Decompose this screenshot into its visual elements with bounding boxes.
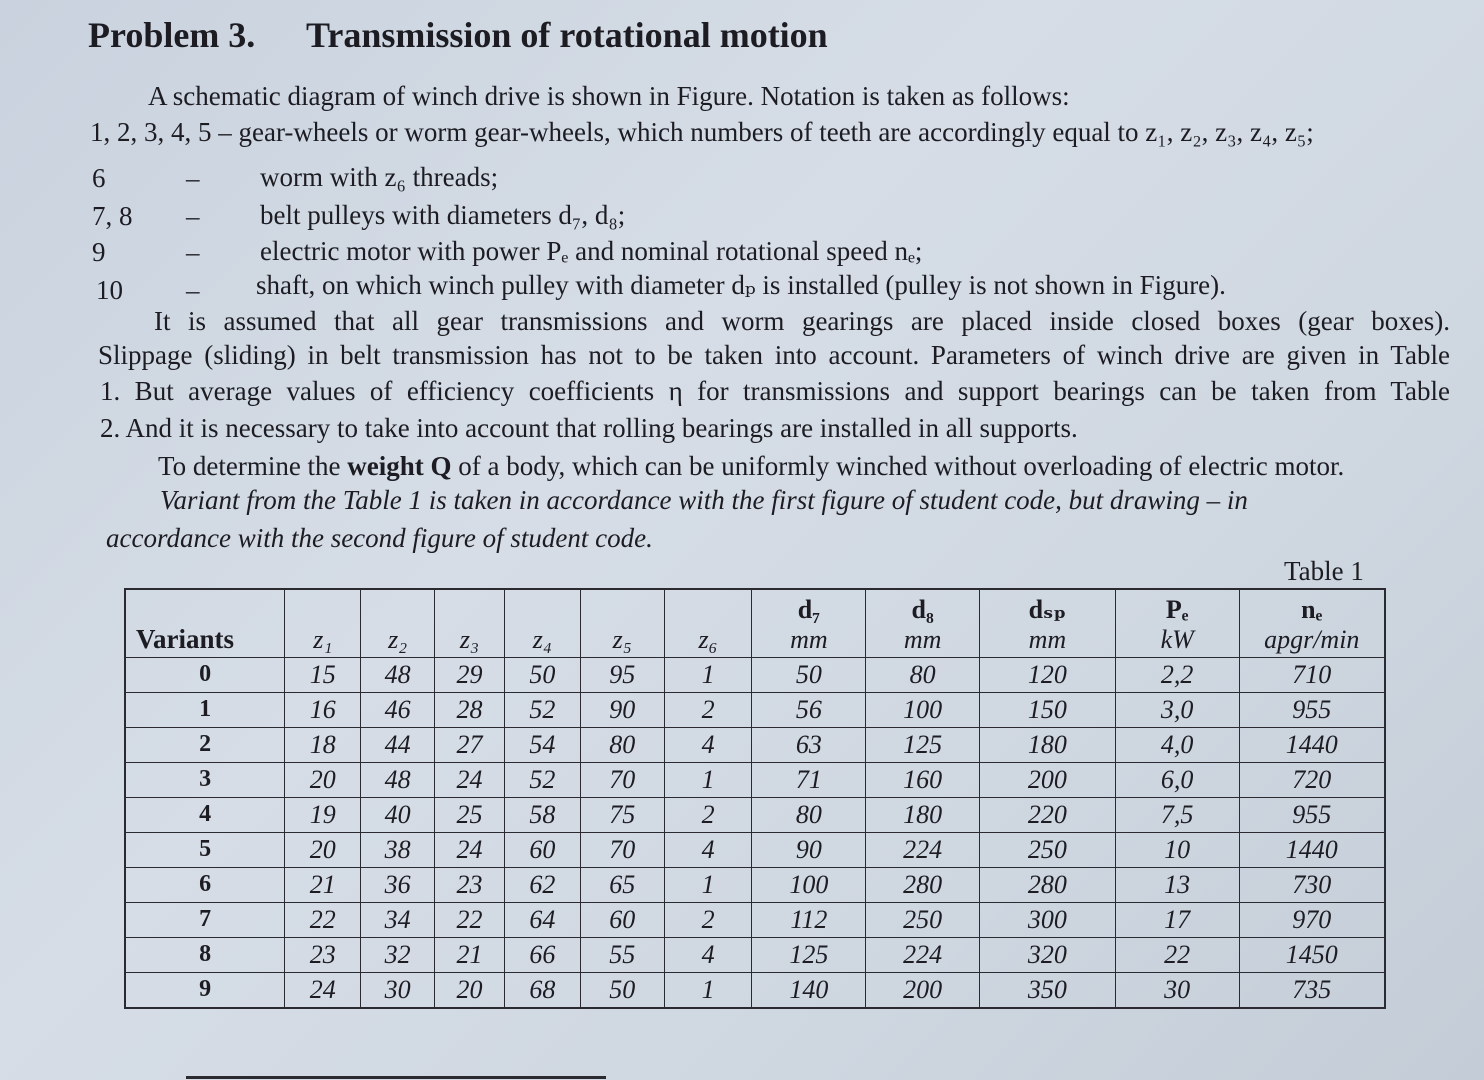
table-cell: 65	[580, 867, 664, 902]
problem-number: Problem 3.	[88, 15, 256, 55]
table-cell: 150	[980, 692, 1116, 727]
notation-dash: –	[186, 163, 200, 193]
table-cell: 60	[580, 902, 664, 937]
table-cell: 40	[361, 797, 435, 832]
table-cell: 20	[285, 832, 361, 867]
header-d7-symbol: d₇	[797, 594, 820, 624]
variant-cell: 0	[125, 657, 285, 692]
table-cell: 55	[580, 937, 664, 972]
table-cell: 22	[435, 902, 505, 937]
notation-gears-line: 1, 2, 3, 4, 5 – gear-wheels or worm gear-wheels, which numbers of teeth are accordingly equal to z₁, z₂, z₃, z₄, z₅;	[90, 117, 1314, 147]
notation-key-10: 10	[96, 275, 123, 305]
table-cell: 320	[980, 937, 1116, 972]
table-cell: 25	[435, 797, 505, 832]
table-cell: 250	[980, 832, 1116, 867]
notation-key-7-8: 7, 8	[92, 201, 133, 231]
table-cell: 280	[980, 867, 1116, 902]
table-header-row	[125, 589, 1385, 657]
table-cell: 63	[752, 727, 866, 762]
table-cell: 70	[580, 832, 664, 867]
table-cell: 16	[285, 692, 361, 727]
table-cell: 250	[866, 902, 980, 937]
table-cell: 28	[435, 692, 505, 727]
variant-note-line-1: Variant from the Table 1 is taken in accordance with the first figure of student code, but drawing – in	[160, 485, 1248, 515]
table-cell: 100	[866, 692, 980, 727]
bottom-rule	[186, 1076, 606, 1079]
variant-cell: 9	[125, 972, 285, 1008]
table-cell: 350	[980, 972, 1116, 1008]
notation-text-9: electric motor with power Pₑ and nominal rotational speed nₑ;	[260, 236, 923, 266]
table-cell: 27	[435, 727, 505, 762]
problem-title	[88, 14, 828, 56]
table-row	[125, 937, 1385, 972]
table-cell: 58	[504, 797, 580, 832]
table-cell: 180	[866, 797, 980, 832]
table-cell: 125	[752, 937, 866, 972]
header-z3: z₃	[435, 589, 505, 657]
table-cell: 24	[435, 832, 505, 867]
table-cell: 23	[285, 937, 361, 972]
parameters-table	[124, 588, 1386, 1009]
table-cell: 13	[1115, 867, 1239, 902]
table-cell: 1	[664, 762, 752, 797]
table-cell: 720	[1239, 762, 1385, 797]
table-cell: 2	[664, 692, 752, 727]
header-pe-unit: kW	[1160, 624, 1194, 654]
table-cell: 30	[361, 972, 435, 1008]
table-caption: Table 1	[1284, 556, 1364, 586]
header-d8-unit: mm	[903, 624, 942, 654]
table-cell: 15	[285, 657, 361, 692]
table-cell: 19	[285, 797, 361, 832]
table-cell: 38	[361, 832, 435, 867]
header-ne-symbol: nₑ	[1301, 594, 1323, 624]
table-cell: 1450	[1239, 937, 1385, 972]
header-d8-symbol: d₈	[911, 594, 934, 624]
table-row	[125, 692, 1385, 727]
table-cell: 955	[1239, 692, 1385, 727]
table-cell: 36	[361, 867, 435, 902]
table-row	[125, 902, 1385, 937]
table-cell: 3,0	[1115, 692, 1239, 727]
header-variants: Variants	[125, 589, 285, 657]
table-cell: 280	[866, 867, 980, 902]
table-cell: 7,5	[1115, 797, 1239, 832]
variant-cell: 5	[125, 832, 285, 867]
table-cell: 52	[504, 692, 580, 727]
table-cell: 22	[1115, 937, 1239, 972]
table-cell: 80	[580, 727, 664, 762]
table-cell: 2	[664, 797, 752, 832]
table-cell: 70	[580, 762, 664, 797]
table-cell: 180	[980, 727, 1116, 762]
table-row	[125, 972, 1385, 1008]
header-pe	[1115, 589, 1239, 657]
table-cell: 24	[285, 972, 361, 1008]
variant-cell: 3	[125, 762, 285, 797]
table-row	[125, 762, 1385, 797]
notation-key-6: 6	[92, 163, 106, 193]
table-cell: 71	[752, 762, 866, 797]
table-cell: 44	[361, 727, 435, 762]
table-cell: 224	[866, 937, 980, 972]
table-cell: 80	[866, 657, 980, 692]
variant-cell: 6	[125, 867, 285, 902]
table-cell: 30	[1115, 972, 1239, 1008]
header-ne	[1239, 589, 1385, 657]
header-d8	[866, 589, 980, 657]
table-cell: 95	[580, 657, 664, 692]
notation-text-7-8: belt pulleys with diameters d₇, d₈;	[260, 200, 626, 230]
table-cell: 54	[504, 727, 580, 762]
task-prefix: To determine the	[158, 451, 348, 481]
table-cell: 710	[1239, 657, 1385, 692]
table-cell: 60	[504, 832, 580, 867]
table-cell: 22	[285, 902, 361, 937]
table-cell: 66	[504, 937, 580, 972]
header-pe-symbol: Pₑ	[1165, 594, 1189, 624]
table-cell: 50	[580, 972, 664, 1008]
variant-cell: 4	[125, 797, 285, 832]
table-cell: 50	[752, 657, 866, 692]
table-cell: 29	[435, 657, 505, 692]
variant-cell: 1	[125, 692, 285, 727]
header-z2: z₂	[361, 589, 435, 657]
table-cell: 68	[504, 972, 580, 1008]
table-cell: 1	[664, 972, 752, 1008]
header-z1: z₁	[285, 589, 361, 657]
table-cell: 200	[866, 972, 980, 1008]
table-cell: 112	[752, 902, 866, 937]
table-cell: 56	[752, 692, 866, 727]
header-dsp	[980, 589, 1116, 657]
header-ne-unit: apgr/min	[1264, 624, 1360, 654]
variant-cell: 8	[125, 937, 285, 972]
problem-heading: Transmission of rotational motion	[306, 15, 828, 55]
table-cell: 48	[361, 657, 435, 692]
table-cell: 2,2	[1115, 657, 1239, 692]
table-body	[125, 657, 1385, 1008]
table-cell: 20	[435, 972, 505, 1008]
notation-key-9: 9	[92, 237, 106, 267]
task-bold: weight Q	[347, 451, 452, 481]
table-cell: 4	[664, 937, 752, 972]
table-cell: 2	[664, 902, 752, 937]
header-d7-unit: mm	[790, 624, 828, 654]
header-dsp-symbol: dₛₚ	[1028, 594, 1067, 624]
table-cell: 62	[504, 867, 580, 902]
table-cell: 24	[435, 762, 505, 797]
table-cell: 200	[980, 762, 1116, 797]
table-cell: 955	[1239, 797, 1385, 832]
table-cell: 970	[1239, 902, 1385, 937]
table-cell: 1440	[1239, 832, 1385, 867]
header-z5: z₅	[580, 589, 664, 657]
table-cell: 75	[580, 797, 664, 832]
header-z6: z₆	[664, 589, 752, 657]
table-cell: 160	[866, 762, 980, 797]
task-statement	[158, 452, 1344, 482]
table-cell: 735	[1239, 972, 1385, 1008]
table-cell: 125	[866, 727, 980, 762]
notation-text-6: worm with z₆ threads;	[260, 162, 499, 192]
table-cell: 32	[361, 937, 435, 972]
notation-dash: –	[186, 275, 200, 305]
table-cell: 52	[504, 762, 580, 797]
assumption-line-1: It is assumed that all gear transmissions and worm gearings are placed inside closed boxes (gear boxes).	[154, 306, 1450, 336]
table-row	[125, 797, 1385, 832]
notation-text-10: shaft, on which winch pulley with diameter dₚ is installed (pulley is not shown in Figure).	[256, 270, 1226, 300]
assumption-line-2: Slippage (sliding) in belt transmission has not to be taken into account. Parameters of winch drive are given in Table	[98, 340, 1450, 370]
table-cell: 18	[285, 727, 361, 762]
header-d7	[752, 589, 866, 657]
table-cell: 80	[752, 797, 866, 832]
table-cell: 140	[752, 972, 866, 1008]
assumption-line-4: 2. And it is necessary to take into account that rolling bearings are installed in all supports.	[100, 413, 1078, 443]
intro-text: A schematic diagram of winch drive is shown in Figure. Notation is taken as follows:	[148, 81, 1070, 111]
table-cell: 90	[752, 832, 866, 867]
table-cell: 6,0	[1115, 762, 1239, 797]
variant-note-line-2: accordance with the second figure of student code.	[106, 523, 653, 553]
table-cell: 21	[435, 937, 505, 972]
table-cell: 1	[664, 867, 752, 902]
table-cell: 50	[504, 657, 580, 692]
table-cell: 1	[664, 657, 752, 692]
table-cell: 120	[980, 657, 1116, 692]
table-cell: 10	[1115, 832, 1239, 867]
table-cell: 46	[361, 692, 435, 727]
table-cell: 23	[435, 867, 505, 902]
table-row	[125, 867, 1385, 902]
header-z4: z₄	[504, 589, 580, 657]
notation-dash: –	[186, 201, 200, 231]
table-cell: 34	[361, 902, 435, 937]
table-cell: 20	[285, 762, 361, 797]
table-cell: 64	[504, 902, 580, 937]
task-suffix: of a body, which can be uniformly winched without overloading of electric motor.	[451, 451, 1345, 481]
assumption-line-3: 1. But average values of efficiency coefficients η for transmissions and support bearings can be taken from Table	[100, 376, 1450, 406]
header-dsp-unit: mm	[1028, 624, 1067, 654]
table-cell: 100	[752, 867, 866, 902]
table-cell: 4,0	[1115, 727, 1239, 762]
table-cell: 730	[1239, 867, 1385, 902]
table-cell: 1440	[1239, 727, 1385, 762]
variant-cell: 2	[125, 727, 285, 762]
notation-dash: –	[186, 237, 200, 267]
table-cell: 90	[580, 692, 664, 727]
table-cell: 4	[664, 832, 752, 867]
table-row	[125, 832, 1385, 867]
variant-cell: 7	[125, 902, 285, 937]
table-cell: 4	[664, 727, 752, 762]
table-cell: 224	[866, 832, 980, 867]
table-cell: 17	[1115, 902, 1239, 937]
table-cell: 48	[361, 762, 435, 797]
table-cell: 300	[980, 902, 1116, 937]
table-row	[125, 727, 1385, 762]
table-cell: 220	[980, 797, 1116, 832]
table-cell: 21	[285, 867, 361, 902]
table-row	[125, 657, 1385, 692]
